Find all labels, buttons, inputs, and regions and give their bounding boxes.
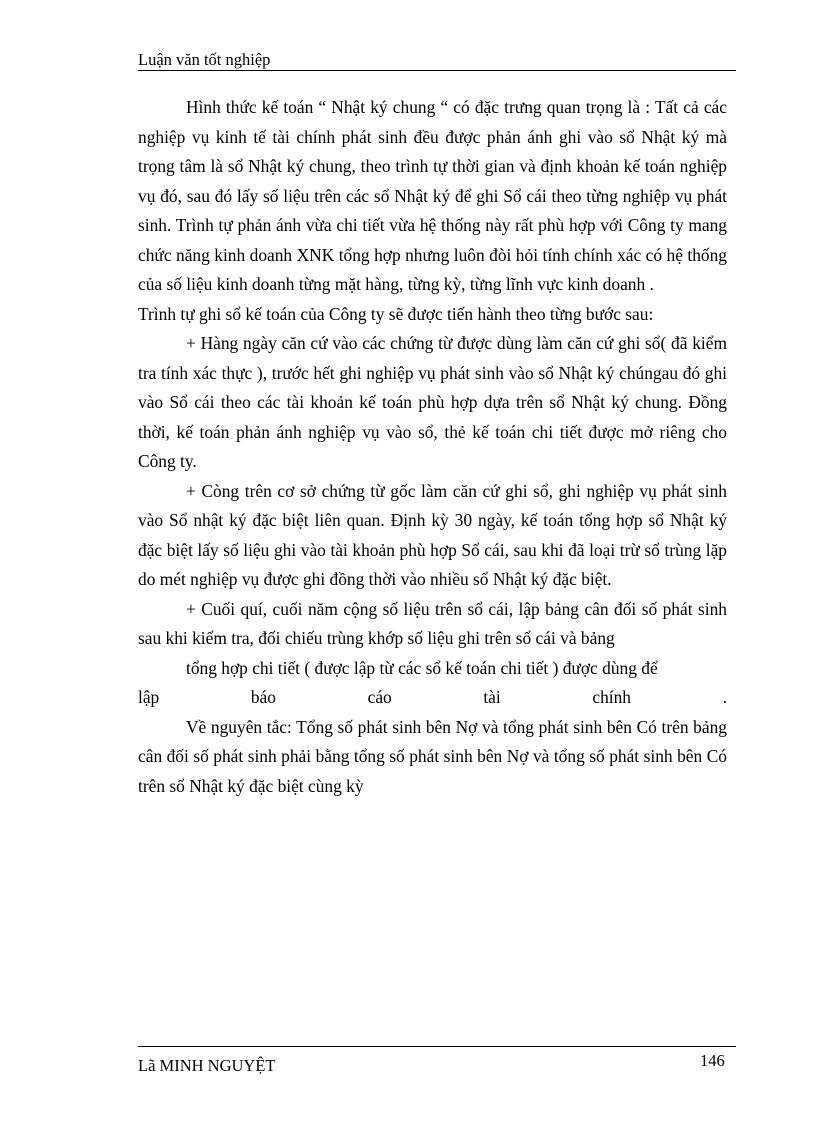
page-header bbox=[138, 48, 736, 71]
paragraph-7-word: chính bbox=[592, 687, 631, 707]
body-text bbox=[138, 93, 727, 801]
paragraph-7-word: báo bbox=[250, 687, 276, 707]
paragraph-5: + Cuối quí, cuối năm cộng số liệu trên sổ cái, lập bảng cân đối số phát sinh sau khi kiểm tra, đối chiếu trùng khớp số liệu ghi trên sổ cái và bảng bbox=[138, 598, 727, 648]
paragraph-7-word: cáo bbox=[367, 687, 392, 707]
paragraph-7-word: tài bbox=[483, 687, 501, 707]
paragraph-3: + Hàng ngày căn cứ vào các chứng từ được dùng làm căn cứ ghi sổ( đã kiểm tra tính xác thực ), trước hết ghi nghiệp vụ phát sinh vào sổ Nhật ký chúngau đó ghi vào Sổ cái theo các tài khoản kế toán phù hợp dựa trên sổ Nhật ký chung. Đồng thời, kế toán phản ánh nghiệp vụ vào sổ, thẻ kế toán chi tiết được mở riêng cho Công ty. bbox=[138, 333, 727, 471]
paragraph-7-word: lập bbox=[138, 687, 160, 707]
paragraph-2: Trình tự ghi sổ kế toán của Công ty sẽ được tiến hành theo từng bước sau: bbox=[138, 303, 654, 324]
paragraph-1: Hình thức kế toán “ Nhật ký chung “ có đặc trưng quan trọng là : Tất cả các nghiệp vụ kinh tế tài chính phát sinh đều được phản ánh ghi vào sổ Nhật ký mà trọng tâm là sổ Nhật ký chung, theo trình tự thời gian và định khoản kế toán nghiệp vụ đó, sau đó lấy số liệu trên các sổ Nhật ký để ghi Sổ cái theo từng nghiệp vụ phát sinh. Trình tự phản ánh vừa chi tiết vừa hệ thống này rất phù hợp với Công ty mang chức năng kinh doanh XNK tổng hợp nhưng luôn đòi hỏi tính chính xác có hệ thống của số liệu kinh doanh từng mặt hàng, từng kỳ, từng lĩnh vực kinh doanh . bbox=[138, 97, 727, 294]
header-title: Luận văn tốt nghiệp bbox=[138, 50, 271, 69]
paragraph-7-word: . bbox=[722, 687, 727, 707]
page-number: 146 bbox=[700, 1051, 725, 1070]
paragraph-4: + Còng trên cơ sở chứng từ gốc làm căn cứ ghi sổ, ghi nghiệp vụ phát sinh vào Sổ nhật ký đặc biệt liên quan. Định kỳ 30 ngày, kế toán tổng hợp sổ Nhật ký đặc biệt lấy số liệu ghi vào tài khoản phù hợp Sổ cái, sau khi đã loại trừ sổ trùng lặp do mét nghiệp vụ được ghi đồng thời vào nhiều sổ Nhật ký đặc biệt. bbox=[138, 480, 727, 589]
footer-author: Lã MINH NGUYỆT bbox=[138, 1056, 276, 1075]
paragraph-8: Về nguyên tắc: Tổng số phát sinh bên Nợ và tổng phát sinh bên Có trên bảng cân đối số phát sinh phải bằng tổng số phát sinh bên Nợ và tổng số phát sinh bên Có trên sổ Nhật ký đặc biệt cùng kỳ bbox=[138, 716, 727, 796]
footer-divider bbox=[138, 1046, 736, 1047]
paragraph-6: tổng hợp chi tiết ( được lập từ các sổ kế toán chi tiết ) được dùng để bbox=[186, 657, 658, 678]
paragraph-7 bbox=[138, 683, 727, 713]
